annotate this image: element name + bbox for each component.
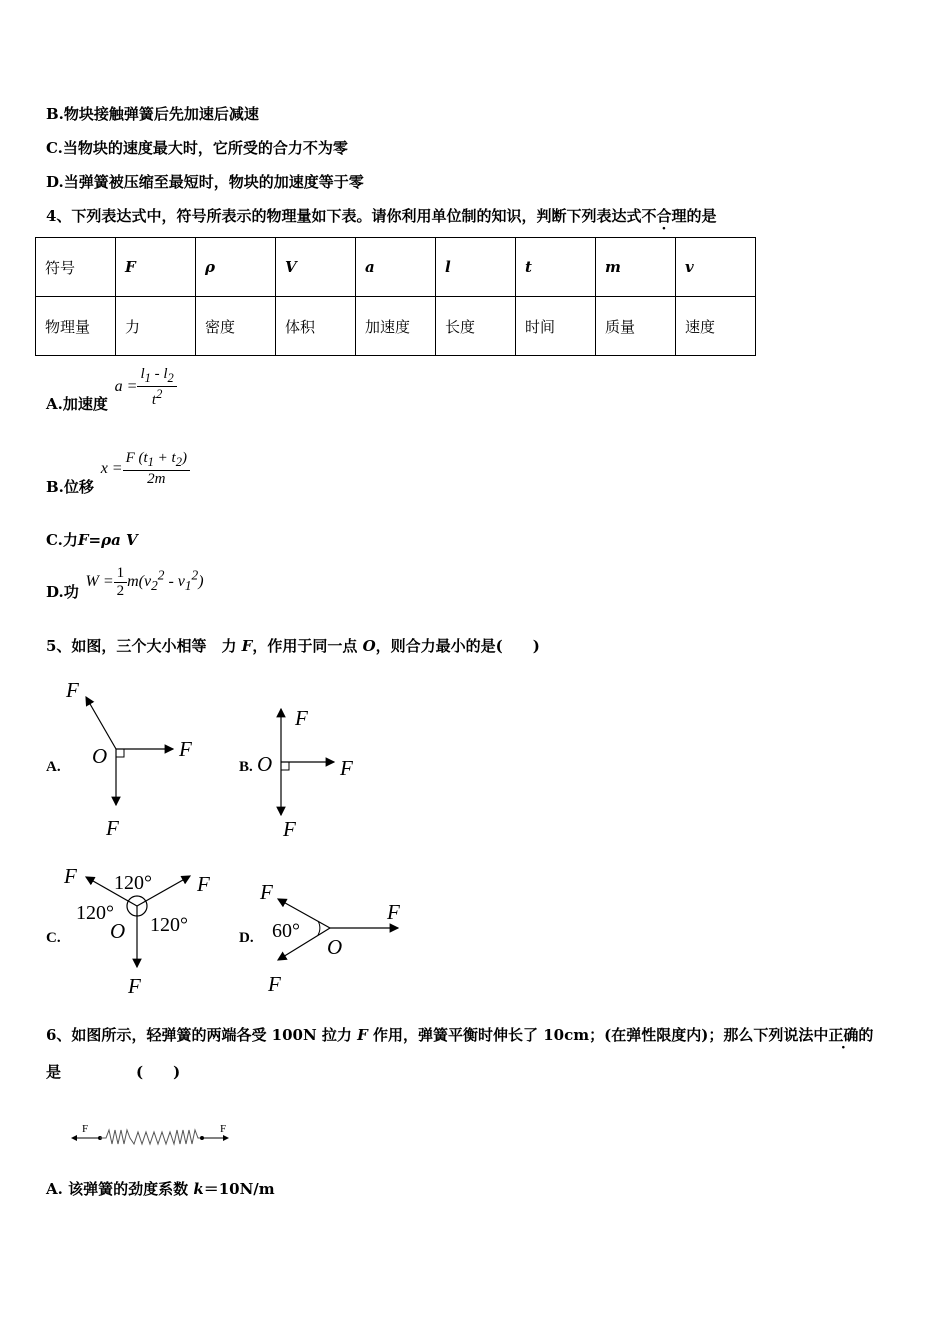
origin-label: O (327, 935, 343, 959)
table-cell: 时间 (516, 297, 596, 356)
spring-force-label: F (82, 1123, 89, 1135)
angle-label: 120° (114, 872, 152, 894)
table-cell: F (116, 238, 196, 297)
formula-d: W = $\frac{1}{2}$ $m(v_2^2 - v_1^2)$ (85, 565, 204, 599)
option-q3-c: C.当物块的速度最大时，它所受的合力不为零 (46, 139, 348, 157)
force-label: F (64, 864, 77, 888)
force-label: F (106, 816, 119, 840)
table-cell: m (596, 238, 676, 297)
table-cell: 长度 (436, 297, 516, 356)
table-cell: l (436, 238, 516, 297)
formula-c: F=ρa V (77, 531, 138, 549)
option-q6-a: A. 该弹簧的劲度系数 k＝10N/m (46, 1180, 275, 1198)
question-6-stem: 6、如图所示，轻弹簧的两端各受 100N 拉力 F 作用，弹簧平衡时伸长了 10cm；(在弹性限度内)；那么下列说法中正确的 (46, 1026, 874, 1044)
figure-b-label: B. (239, 759, 253, 775)
table-cell: 力 (116, 297, 196, 356)
origin-label: O (110, 919, 126, 943)
angle-label: 120° (150, 914, 188, 936)
question-6-stem-line2: 是 ( ) (46, 1063, 181, 1081)
force-label: F (66, 678, 79, 702)
table-cell: 物理量 (36, 297, 116, 356)
emphasis-text: 正确 (828, 1026, 859, 1044)
angle-label: 60° (272, 920, 300, 942)
option-q3-b: B.物块接触弹簧后先加速后减速 (46, 105, 259, 123)
option-q3-d: D.当弹簧被压缩至最短时，物块的加速度等于零 (46, 173, 364, 191)
figure-d (259, 880, 400, 996)
figure-c (63, 864, 210, 998)
option-q4-c: C.力F=ρa V (46, 531, 138, 549)
figure-b (257, 706, 353, 841)
table-cell: 加速度 (356, 297, 436, 356)
angle-label: 120° (76, 902, 114, 924)
figure-a (65, 678, 192, 840)
spring-force-label: F (220, 1123, 227, 1135)
origin-label: O (257, 752, 273, 776)
table-cell: t (516, 238, 596, 297)
table-cell: 质量 (596, 297, 676, 356)
figure-a-label: A. (46, 759, 61, 775)
table-row (36, 238, 756, 297)
table-cell: 符号 (36, 238, 116, 297)
spring-diagram (60, 1118, 240, 1154)
question-5-stem: 5、如图，三个大小相等 力 F，作用于同一点 O，则合力最小的是( ) (46, 637, 540, 655)
force-label: F (179, 737, 192, 761)
table-cell: 密度 (196, 297, 276, 356)
table-cell: a (356, 238, 436, 297)
question-4-stem: 4、下列表达式中，符号所表示的物理量如下表。请你利用单位制的知识，判断下列表达式不合理的是 (46, 207, 717, 225)
force-label: F (197, 872, 210, 896)
force-label: F (260, 880, 273, 904)
origin-label: O (92, 744, 108, 768)
formula-b: x = $\frac{F (t_1 + t_2)}{2m}$ (101, 460, 190, 477)
figure-c-label: C. (46, 930, 61, 946)
force-label: F (268, 972, 281, 996)
figure-d-label: D. (239, 930, 254, 946)
force-diagrams (0, 670, 460, 1010)
emphasis-text: 不合理 (641, 207, 687, 225)
force-label: F (387, 900, 400, 924)
force-label: F (283, 817, 296, 841)
table-row (36, 297, 756, 356)
table-cell: 体积 (276, 297, 356, 356)
force-label: F (295, 706, 308, 730)
option-q4-b: B.位移 x = $\frac{F (t_1 + t_2)}{2m}$ (46, 444, 190, 482)
table-cell: 速度 (676, 297, 756, 356)
force-label: F (340, 756, 353, 780)
option-q4-d: D.功 W = $\frac{1}{2}$ $m(v_2^2 - v_1^2)$ (46, 565, 204, 602)
formula-a: a = $\frac{l_1 - l_2}{t^2}$ (115, 378, 177, 395)
table-cell: v (676, 238, 756, 297)
table-cell: ρ (196, 238, 276, 297)
force-label: F (128, 974, 141, 998)
table-cell: V (276, 238, 356, 297)
option-q4-a: A.加速度 a = $\frac{l_1 - l_2}{t^2}$ (46, 362, 177, 405)
symbol-table (35, 237, 756, 356)
